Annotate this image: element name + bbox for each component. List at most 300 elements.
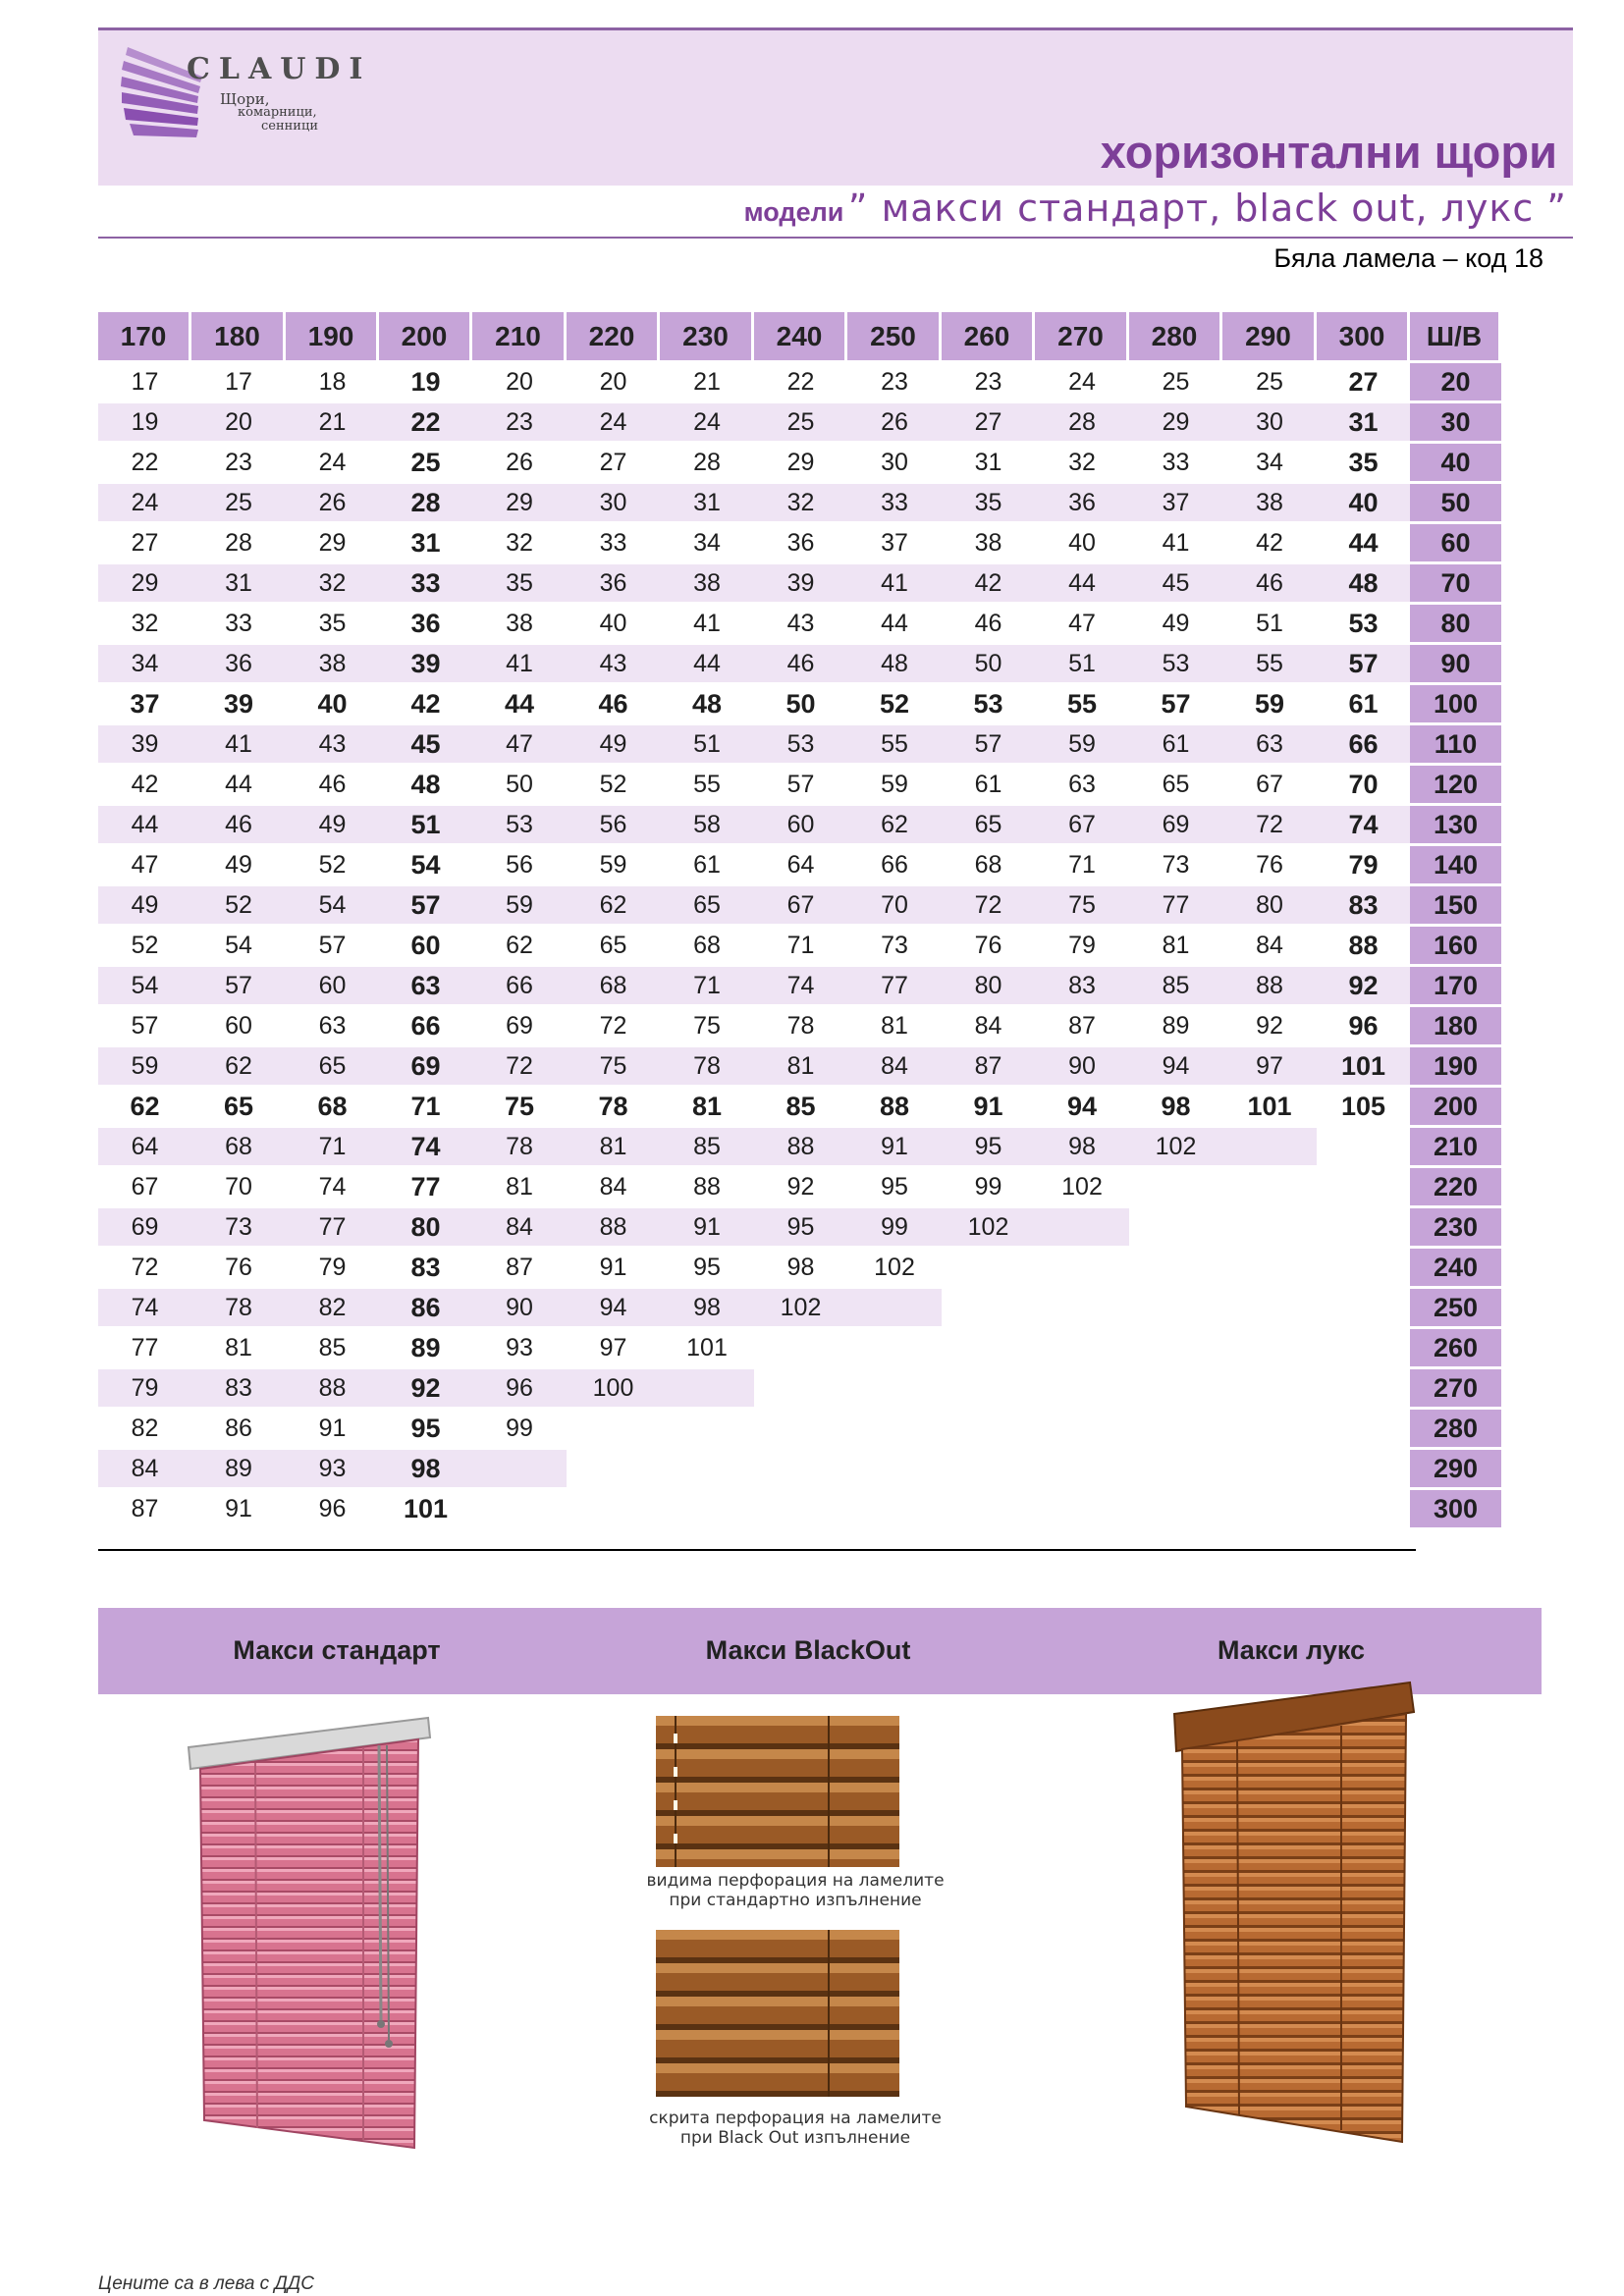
- price-cell: 56: [567, 803, 660, 843]
- table-row: [98, 722, 1501, 763]
- price-cell: 70: [847, 883, 942, 924]
- height-label: 240: [1410, 1246, 1501, 1286]
- price-cell: 42: [98, 763, 191, 803]
- price-cell: 30: [1222, 400, 1317, 441]
- caption-line: при стандартно изпълнение: [669, 1891, 922, 1910]
- empty-cell: [1035, 1205, 1129, 1246]
- price-cell: 73: [847, 924, 942, 964]
- empty-cell: [567, 1407, 660, 1447]
- price-cell: 57: [286, 924, 379, 964]
- price-cell: 98: [1129, 1085, 1222, 1125]
- price-cell: 39: [379, 642, 472, 682]
- maxi-blackout-visible-image: [656, 1716, 899, 1867]
- price-cell: 25: [379, 441, 472, 481]
- empty-cell: [1222, 1366, 1317, 1407]
- slat-code: Бяла ламела – код 18: [1273, 243, 1543, 273]
- price-cell: 61: [942, 763, 1035, 803]
- price-cell: 48: [379, 763, 472, 803]
- price-cell: 44: [472, 682, 567, 722]
- price-cell: 85: [660, 1125, 754, 1165]
- width-header-230: 230: [660, 312, 754, 360]
- empty-cell: [567, 1447, 660, 1487]
- price-cell: 77: [1129, 883, 1222, 924]
- price-cell: 45: [1129, 561, 1222, 602]
- price-cell: 30: [847, 441, 942, 481]
- empty-cell: [942, 1366, 1035, 1407]
- price-cell: 72: [472, 1044, 567, 1085]
- empty-cell: [1129, 1487, 1222, 1527]
- price-cell: 99: [472, 1407, 567, 1447]
- height-label: 50: [1410, 481, 1501, 521]
- empty-cell: [1035, 1246, 1129, 1286]
- empty-cell: [942, 1407, 1035, 1447]
- price-cell: 36: [191, 642, 286, 682]
- price-cell: 68: [286, 1085, 379, 1125]
- price-cell: 32: [472, 521, 567, 561]
- price-cell: 28: [191, 521, 286, 561]
- price-cell: 90: [472, 1286, 567, 1326]
- price-cell: 33: [191, 602, 286, 642]
- price-cell: 71: [286, 1125, 379, 1165]
- price-cell: 29: [1129, 400, 1222, 441]
- price-cell: 99: [942, 1165, 1035, 1205]
- price-cell: 50: [754, 682, 847, 722]
- price-cell: 85: [286, 1326, 379, 1366]
- maxi-lux-image: [1168, 1681, 1424, 2148]
- width-header-200: 200: [379, 312, 472, 360]
- price-cell: 17: [98, 360, 191, 400]
- width-header-260: 260: [942, 312, 1035, 360]
- price-cell: 68: [660, 924, 754, 964]
- price-cell: 74: [379, 1125, 472, 1165]
- price-cell: 22: [379, 400, 472, 441]
- price-cell: 24: [660, 400, 754, 441]
- table-row: [98, 1407, 1501, 1447]
- price-cell: 96: [1317, 1004, 1410, 1044]
- price-cell: 91: [660, 1205, 754, 1246]
- price-cell: 41: [191, 722, 286, 763]
- table-row: [98, 924, 1501, 964]
- price-cell: 85: [754, 1085, 847, 1125]
- caption-line: видима перфорация на ламелите: [646, 1871, 945, 1891]
- width-header-170: 170: [98, 312, 191, 360]
- price-cell: 65: [191, 1085, 286, 1125]
- price-cell: 59: [472, 883, 567, 924]
- caption-visible-perforation: [646, 1871, 944, 1910]
- price-cell: 62: [472, 924, 567, 964]
- price-cell: 41: [847, 561, 942, 602]
- price-cell: 33: [379, 561, 472, 602]
- price-cell: 34: [660, 521, 754, 561]
- height-label: 90: [1410, 642, 1501, 682]
- price-cell: 55: [660, 763, 754, 803]
- price-cell: 20: [567, 360, 660, 400]
- caption-hidden-perforation: [649, 2109, 942, 2148]
- height-label: 110: [1410, 722, 1501, 763]
- table-row: [98, 883, 1501, 924]
- price-cell: 45: [379, 722, 472, 763]
- empty-cell: [1222, 1246, 1317, 1286]
- empty-cell: [1317, 1205, 1410, 1246]
- price-cell: 92: [379, 1366, 472, 1407]
- price-cell: 76: [191, 1246, 286, 1286]
- price-cell: 71: [379, 1085, 472, 1125]
- price-cell: 51: [660, 722, 754, 763]
- price-cell: 40: [286, 682, 379, 722]
- price-cell: 38: [660, 561, 754, 602]
- price-cell: 38: [472, 602, 567, 642]
- price-cell: 44: [1035, 561, 1129, 602]
- price-cell: 63: [1035, 763, 1129, 803]
- price-cell: 53: [1129, 642, 1222, 682]
- price-cell: 30: [567, 481, 660, 521]
- price-cell: 87: [472, 1246, 567, 1286]
- price-cell: 74: [754, 964, 847, 1004]
- price-cell: 84: [98, 1447, 191, 1487]
- price-cell: 60: [286, 964, 379, 1004]
- price-cell: 50: [942, 642, 1035, 682]
- price-cell: 65: [1129, 763, 1222, 803]
- price-cell: 59: [98, 1044, 191, 1085]
- price-cell: 18: [286, 360, 379, 400]
- price-cell: 36: [567, 561, 660, 602]
- height-label: 100: [1410, 682, 1501, 722]
- empty-cell: [1317, 1366, 1410, 1407]
- price-cell: 105: [1317, 1085, 1410, 1125]
- price-cell: 62: [847, 803, 942, 843]
- width-header-240: 240: [754, 312, 847, 360]
- price-cell: 92: [1317, 964, 1410, 1004]
- empty-cell: [1222, 1165, 1317, 1205]
- empty-cell: [754, 1326, 847, 1366]
- price-cell: 77: [286, 1205, 379, 1246]
- empty-cell: [1035, 1407, 1129, 1447]
- price-cell: 89: [191, 1447, 286, 1487]
- table-row: [98, 521, 1501, 561]
- price-cell: 26: [847, 400, 942, 441]
- price-cell: 49: [1129, 602, 1222, 642]
- table-row: [98, 1286, 1501, 1326]
- empty-cell: [1317, 1326, 1410, 1366]
- price-cell: 52: [847, 682, 942, 722]
- price-cell: 33: [567, 521, 660, 561]
- price-cell: 85: [1129, 964, 1222, 1004]
- price-cell: 43: [286, 722, 379, 763]
- width-header-220: 220: [567, 312, 660, 360]
- empty-cell: [1317, 1165, 1410, 1205]
- maxi-blackout-hidden-image: [656, 1930, 899, 2097]
- price-cell: 65: [660, 883, 754, 924]
- price-cell: 42: [379, 682, 472, 722]
- price-cell: 72: [98, 1246, 191, 1286]
- model-label-standard: Макси стандарт: [233, 1635, 441, 1665]
- price-cell: 60: [754, 803, 847, 843]
- price-cell: 52: [191, 883, 286, 924]
- model-label-lux: Макси лукс: [1217, 1635, 1366, 1665]
- empty-cell: [1222, 1326, 1317, 1366]
- height-label: 20: [1410, 360, 1501, 400]
- empty-cell: [1317, 1125, 1410, 1165]
- height-label: 40: [1410, 441, 1501, 481]
- price-cell: 33: [1129, 441, 1222, 481]
- price-cell: 68: [942, 843, 1035, 883]
- price-cell: 59: [847, 763, 942, 803]
- price-cell: 91: [567, 1246, 660, 1286]
- price-cell: 88: [286, 1366, 379, 1407]
- price-cell: 20: [472, 360, 567, 400]
- price-cell: 40: [567, 602, 660, 642]
- price-cell: 23: [942, 360, 1035, 400]
- price-cell: 95: [754, 1205, 847, 1246]
- price-cell: 37: [847, 521, 942, 561]
- price-cell: 80: [1222, 883, 1317, 924]
- price-cell: 44: [1317, 521, 1410, 561]
- price-cell: 98: [660, 1286, 754, 1326]
- height-label: 170: [1410, 964, 1501, 1004]
- empty-cell: [1222, 1487, 1317, 1527]
- price-cell: 65: [286, 1044, 379, 1085]
- price-cell: 36: [754, 521, 847, 561]
- price-cell: 35: [942, 481, 1035, 521]
- price-cell: 57: [98, 1004, 191, 1044]
- height-label: 200: [1410, 1085, 1501, 1125]
- empty-cell: [660, 1366, 754, 1407]
- width-header-280: 280: [1129, 312, 1222, 360]
- price-cell: 62: [567, 883, 660, 924]
- price-cell: 54: [286, 883, 379, 924]
- table-row: [98, 843, 1501, 883]
- price-cell: 102: [847, 1246, 942, 1286]
- price-cell: 98: [754, 1246, 847, 1286]
- price-cell: 77: [98, 1326, 191, 1366]
- price-cell: 95: [660, 1246, 754, 1286]
- price-cell: 62: [98, 1085, 191, 1125]
- price-cell: 84: [847, 1044, 942, 1085]
- empty-cell: [847, 1286, 942, 1326]
- price-cell: 24: [567, 400, 660, 441]
- price-cell: 32: [754, 481, 847, 521]
- height-label: 180: [1410, 1004, 1501, 1044]
- price-cell: 61: [1317, 682, 1410, 722]
- price-cell: 33: [847, 481, 942, 521]
- price-cell: 31: [191, 561, 286, 602]
- price-cell: 63: [1222, 722, 1317, 763]
- empty-cell: [1129, 1407, 1222, 1447]
- empty-cell: [472, 1447, 567, 1487]
- price-cell: 25: [1129, 360, 1222, 400]
- height-label: 80: [1410, 602, 1501, 642]
- price-cell: 51: [1222, 602, 1317, 642]
- price-cell: 57: [754, 763, 847, 803]
- price-cell: 49: [286, 803, 379, 843]
- empty-cell: [1317, 1487, 1410, 1527]
- price-cell: 62: [191, 1044, 286, 1085]
- subtitle-models: ” макси стандарт, black out, лукс ”: [847, 187, 1567, 230]
- price-cell: 23: [472, 400, 567, 441]
- price-cell: 42: [942, 561, 1035, 602]
- price-cell: 24: [98, 481, 191, 521]
- price-cell: 57: [191, 964, 286, 1004]
- price-cell: 55: [1222, 642, 1317, 682]
- price-cell: 43: [567, 642, 660, 682]
- price-cell: 74: [1317, 803, 1410, 843]
- price-cell: 102: [754, 1286, 847, 1326]
- table-row: [98, 964, 1501, 1004]
- price-cell: 102: [1035, 1165, 1129, 1205]
- table-row: [98, 561, 1501, 602]
- price-cell: 54: [191, 924, 286, 964]
- price-cell: 86: [191, 1407, 286, 1447]
- height-label: 220: [1410, 1165, 1501, 1205]
- price-cell: 79: [286, 1246, 379, 1286]
- price-cell: 83: [1317, 883, 1410, 924]
- price-cell: 88: [1222, 964, 1317, 1004]
- price-cell: 79: [1035, 924, 1129, 964]
- price-cell: 17: [191, 360, 286, 400]
- price-cell: 34: [1222, 441, 1317, 481]
- price-cell: 53: [1317, 602, 1410, 642]
- price-cell: 25: [754, 400, 847, 441]
- price-cell: 20: [191, 400, 286, 441]
- tagline-line: сенници: [261, 119, 318, 133]
- price-cell: 97: [1222, 1044, 1317, 1085]
- empty-cell: [942, 1326, 1035, 1366]
- height-label: 260: [1410, 1326, 1501, 1366]
- price-cell: 79: [1317, 843, 1410, 883]
- price-cell: 81: [191, 1326, 286, 1366]
- empty-cell: [1035, 1487, 1129, 1527]
- table-row: [98, 763, 1501, 803]
- price-cell: 50: [472, 763, 567, 803]
- empty-cell: [660, 1447, 754, 1487]
- price-cell: 90: [1035, 1044, 1129, 1085]
- table-row: [98, 1044, 1501, 1085]
- width-header-190: 190: [286, 312, 379, 360]
- price-cell: 47: [472, 722, 567, 763]
- empty-cell: [472, 1487, 567, 1527]
- price-cell: 91: [847, 1125, 942, 1165]
- price-cell: 41: [1129, 521, 1222, 561]
- price-cell: 48: [847, 642, 942, 682]
- empty-cell: [1035, 1366, 1129, 1407]
- price-cell: 81: [754, 1044, 847, 1085]
- empty-cell: [1035, 1286, 1129, 1326]
- price-cell: 40: [1035, 521, 1129, 561]
- price-cell: 81: [847, 1004, 942, 1044]
- caption-line: скрита перфорация на ламелите: [649, 2109, 942, 2128]
- price-cell: 84: [567, 1165, 660, 1205]
- height-label: 280: [1410, 1407, 1501, 1447]
- empty-cell: [660, 1487, 754, 1527]
- height-label: 150: [1410, 883, 1501, 924]
- price-cell: 74: [98, 1286, 191, 1326]
- price-cell: 61: [1129, 722, 1222, 763]
- price-cell: 52: [98, 924, 191, 964]
- price-cell: 91: [286, 1407, 379, 1447]
- caption-line: при Black Out изпълнение: [679, 2128, 911, 2148]
- price-cell: 37: [98, 682, 191, 722]
- price-cell: 28: [379, 481, 472, 521]
- price-cell: 21: [286, 400, 379, 441]
- price-cell: 92: [754, 1165, 847, 1205]
- price-cell: 19: [98, 400, 191, 441]
- price-cell: 36: [379, 602, 472, 642]
- price-cell: 77: [847, 964, 942, 1004]
- price-cell: 31: [942, 441, 1035, 481]
- price-cell: 56: [472, 843, 567, 883]
- price-cell: 87: [98, 1487, 191, 1527]
- price-cell: 71: [1035, 843, 1129, 883]
- width-height-header: Ш/В: [1410, 312, 1501, 360]
- price-cell: 35: [472, 561, 567, 602]
- empty-cell: [660, 1407, 754, 1447]
- price-cell: 80: [379, 1205, 472, 1246]
- price-cell: 69: [379, 1044, 472, 1085]
- price-cell: 49: [567, 722, 660, 763]
- price-cell: 34: [98, 642, 191, 682]
- price-cell: 44: [191, 763, 286, 803]
- table-row: [98, 1366, 1501, 1407]
- price-cell: 41: [660, 602, 754, 642]
- price-cell: 52: [567, 763, 660, 803]
- price-cell: 31: [1317, 400, 1410, 441]
- price-cell: 31: [379, 521, 472, 561]
- empty-cell: [1222, 1125, 1317, 1165]
- price-cell: 32: [1035, 441, 1129, 481]
- height-label: 30: [1410, 400, 1501, 441]
- empty-cell: [1129, 1286, 1222, 1326]
- table-row: [98, 1447, 1501, 1487]
- price-cell: 88: [847, 1085, 942, 1125]
- price-cell: 35: [1317, 441, 1410, 481]
- price-cell: 98: [1035, 1125, 1129, 1165]
- table-row: [98, 1004, 1501, 1044]
- price-cell: 55: [1035, 682, 1129, 722]
- price-cell: 24: [286, 441, 379, 481]
- empty-cell: [847, 1366, 942, 1407]
- price-cell: 75: [1035, 883, 1129, 924]
- price-cell: 69: [98, 1205, 191, 1246]
- height-label: 250: [1410, 1286, 1501, 1326]
- price-cell: 71: [660, 964, 754, 1004]
- price-cell: 82: [286, 1286, 379, 1326]
- price-cell: 51: [379, 803, 472, 843]
- empty-cell: [847, 1326, 942, 1366]
- price-cell: 22: [98, 441, 191, 481]
- price-cell: 35: [286, 602, 379, 642]
- brand-name: CLAUDI: [187, 52, 372, 86]
- page-title: хоризонтални щори: [1100, 126, 1557, 178]
- price-cell: 28: [660, 441, 754, 481]
- price-cell: 81: [567, 1125, 660, 1165]
- empty-cell: [754, 1487, 847, 1527]
- price-cell: 75: [472, 1085, 567, 1125]
- empty-cell: [1317, 1407, 1410, 1447]
- price-cell: 84: [942, 1004, 1035, 1044]
- price-cell: 38: [1222, 481, 1317, 521]
- price-cell: 88: [660, 1165, 754, 1205]
- price-cell: 73: [1129, 843, 1222, 883]
- empty-cell: [942, 1286, 1035, 1326]
- price-cell: 96: [286, 1487, 379, 1527]
- price-cell: 84: [1222, 924, 1317, 964]
- price-cell: 32: [98, 602, 191, 642]
- price-cell: 29: [98, 561, 191, 602]
- height-label: 160: [1410, 924, 1501, 964]
- table-row: [98, 803, 1501, 843]
- price-table: [98, 312, 1501, 1527]
- price-cell: 21: [660, 360, 754, 400]
